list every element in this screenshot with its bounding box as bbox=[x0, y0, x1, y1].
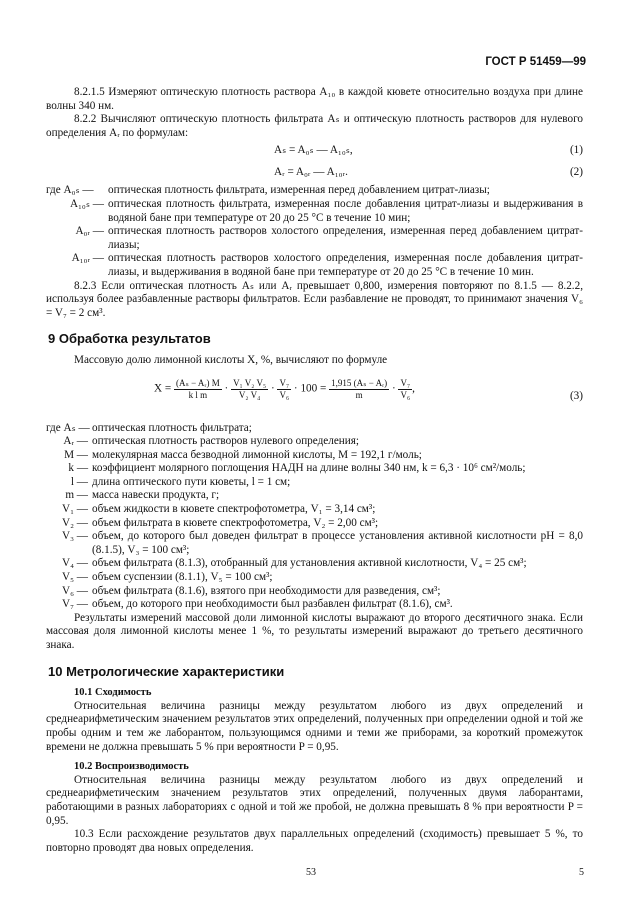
section-9-intro: Массовую долю лимонной кислоты X, %, вычисляют по формуле bbox=[74, 353, 388, 366]
subsection-10-2-title: 10.2 Воспроизводимость bbox=[74, 761, 189, 773]
definition-item: A₀ᵣ — оптическая плотность растворов холостого определения, измеренная перед добавлением цитрат-лиазы; bbox=[75, 225, 583, 251]
section-10-title: 10 Метрологические характеристики bbox=[48, 663, 285, 679]
equation-1-formula: Aₛ = A₀ₛ — A₁₀ₛ, bbox=[274, 144, 353, 157]
definition-item: V₂ — объем фильтрата в кювете спектрофотометра, V₂ = 2,00 см³; bbox=[62, 516, 379, 529]
document-body bbox=[46, 86, 583, 855]
definition-item: V₄ — объем фильтрата (8.1.3), отобранный для установления активной кислотности, V₄ = 25 см³; bbox=[62, 557, 527, 570]
definition-item: A₁₀ᵣ — оптическая плотность растворов холостого определения, измеренная после добавления цитрат-лиазы, и выдерживания в водяной бане при температуре от 20 до 25 °С в течение 10 мин. bbox=[71, 252, 583, 278]
formula-3-number: (3) bbox=[569, 389, 583, 402]
formula-3-expression: X = $\frac{\text{(Aₛ − Aᵣ) M}}{\text{k l m}}$ · $\frac{\text{V₁ V₂ V₅}}{\text{V₂ V₄}}$ · $\frac{\text{V₇}}{\text{V₆}}$ · 100 = $\frac{\text{1,915 (Aₛ − Aᵣ)}}{m}$ · $\frac{\text{V₇}}{\text{V₆}}$ , bbox=[154, 377, 415, 400]
definition-item: где Aₛ — оптическая плотность фильтрата; bbox=[46, 421, 252, 434]
definition-item: V₆ — объем фильтрата (8.1.6), взятого при необходимости для разведения, см³; bbox=[62, 584, 441, 597]
page-number-right: 5 bbox=[579, 867, 584, 878]
paragraph-10-1: Относительная величина разницы между результатом любого из двух определений и среднеарифметическим значением результатов этих определений, полученных при определении одной и той же пробы одним и тем же лаборантом, пользующимся одними и теми же приборами, за короткий промежуток времени не должна превышать 5 % при вероятности P = 0,95. bbox=[46, 699, 583, 753]
definition-item: m — масса навески продукта, г; bbox=[65, 489, 220, 502]
definition-item: V₅ — объем суспензии (8.1.1), V₅ = 100 см³; bbox=[62, 571, 273, 584]
definition-item: l — длина оптического пути кюветы, l = 1 см; bbox=[70, 475, 291, 488]
definition-item: V₃ — объем, до которого был доведен фильтрат в процессе установления активной кислотности рН = 8,0 (8.1.5), V₃ = 100 см³; bbox=[62, 530, 583, 556]
paragraph-8-2-3: 8.2.3 Если оптическая плотность Aₛ или Aᵣ превышает 0,800, измерения повторяют по 8.1.5 — 8.2.2, используя более разбавленные растворы фильтратов. Если разбавление не проводят, то принимают значения V₆ = V₇ = 2 см³. bbox=[46, 279, 583, 319]
subsection-10-1-title: 10.1 Сходимость bbox=[74, 687, 152, 699]
paragraph-10-3: 10.3 Если расхождение результатов двух параллельных определений (сходимость) превышает 5 %, то повторно проводят два новых определения. bbox=[46, 828, 583, 854]
page-number-center: 53 bbox=[306, 867, 316, 878]
definition-item: k — коэффициент молярного поглощения НАДН на длине волны 340 нм, k = 6,3 · 10⁶ см²/моль; bbox=[68, 462, 526, 475]
definition-item: где A₀ₛ — оптическая плотность фильтрата, измеренная перед добавлением цитрат-лиазы; bbox=[46, 184, 490, 197]
fraction: $\frac{\text{V₁ V₂ V₅}}{\text{V₂ V₄}}$ bbox=[233, 377, 267, 400]
section-9-result: Результаты измерений массовой доли лимонной кислоты выражают до второго десятичного знака. Если массовая доля лимонной кислоты менее 1 %, то результаты измерений выражают до третьего десятичного знака. bbox=[46, 611, 583, 651]
fraction: $\frac{\text{V₇}}{\text{V₆}}$ bbox=[400, 377, 411, 400]
section-9-title: 9 Обработка результатов bbox=[48, 331, 211, 347]
definition-item: V₇ — объем, до которого при необходимости был разбавлен фильтрат (8.1.6), см³. bbox=[62, 598, 453, 611]
fraction: $\frac{\text{1,915 (Aₛ − Aᵣ)}}{m}$ bbox=[331, 377, 388, 400]
document-header: ГОСТ Р 51459—99 bbox=[485, 56, 586, 68]
paragraph-10-2: Относительная величина разницы между результатом любого из двух определений и среднеарифметическим значением результатов этих определений, полученных двумя лаборантами, работающими в разных лабораториях с одной и той же пробой, не должна превышать 8 % при вероятности P = 0,95. bbox=[46, 773, 583, 827]
fraction: $\frac{\text{V₇}}{\text{V₆}}$ bbox=[279, 377, 290, 400]
definition-item: Aᵣ — оптическая плотность растворов нулевого определения; bbox=[63, 435, 360, 448]
formula-3 bbox=[46, 372, 583, 418]
equation-2 bbox=[46, 162, 583, 184]
equation-2-formula: Aᵣ = A₀ᵣ — A₁₀ᵣ. bbox=[274, 166, 348, 179]
definitions-list-2 bbox=[46, 422, 583, 612]
equation-1-number: (1) bbox=[569, 144, 583, 157]
definitions-list-1 bbox=[46, 184, 583, 279]
equation-1 bbox=[46, 140, 583, 162]
equation-2-number: (2) bbox=[569, 166, 583, 179]
paragraph-8-2-1-5: 8.2.1.5 Измеряют оптическую плотность раствора A₁₀ в каждой кювете относительно воздуха при длине волны 340 нм. bbox=[46, 86, 583, 112]
paragraph-8-2-2: 8.2.2 Вычисляют оптическую плотность фильтрата Aₛ и оптическую плотность растворов для нулевого определения Aᵣ по формулам: bbox=[46, 113, 583, 139]
definition-item: M — молекулярная масса безводной лимонной кислоты, M = 192,1 г/моль; bbox=[64, 448, 422, 461]
definition-item: A₁₀ₛ — оптическая плотность фильтрата, измеренная после добавления цитрат-лиазы и выдерживания в водяной бане при температуре от 20 до 25 °С в течение 10 мин; bbox=[69, 197, 583, 224]
definition-item: V₁ — объем жидкости в кювете спектрофотометра, V₁ = 3,14 см³; bbox=[62, 503, 376, 516]
fraction: $\frac{\text{(Aₛ − Aᵣ) M}}{\text{k l m}}$ bbox=[175, 377, 220, 400]
